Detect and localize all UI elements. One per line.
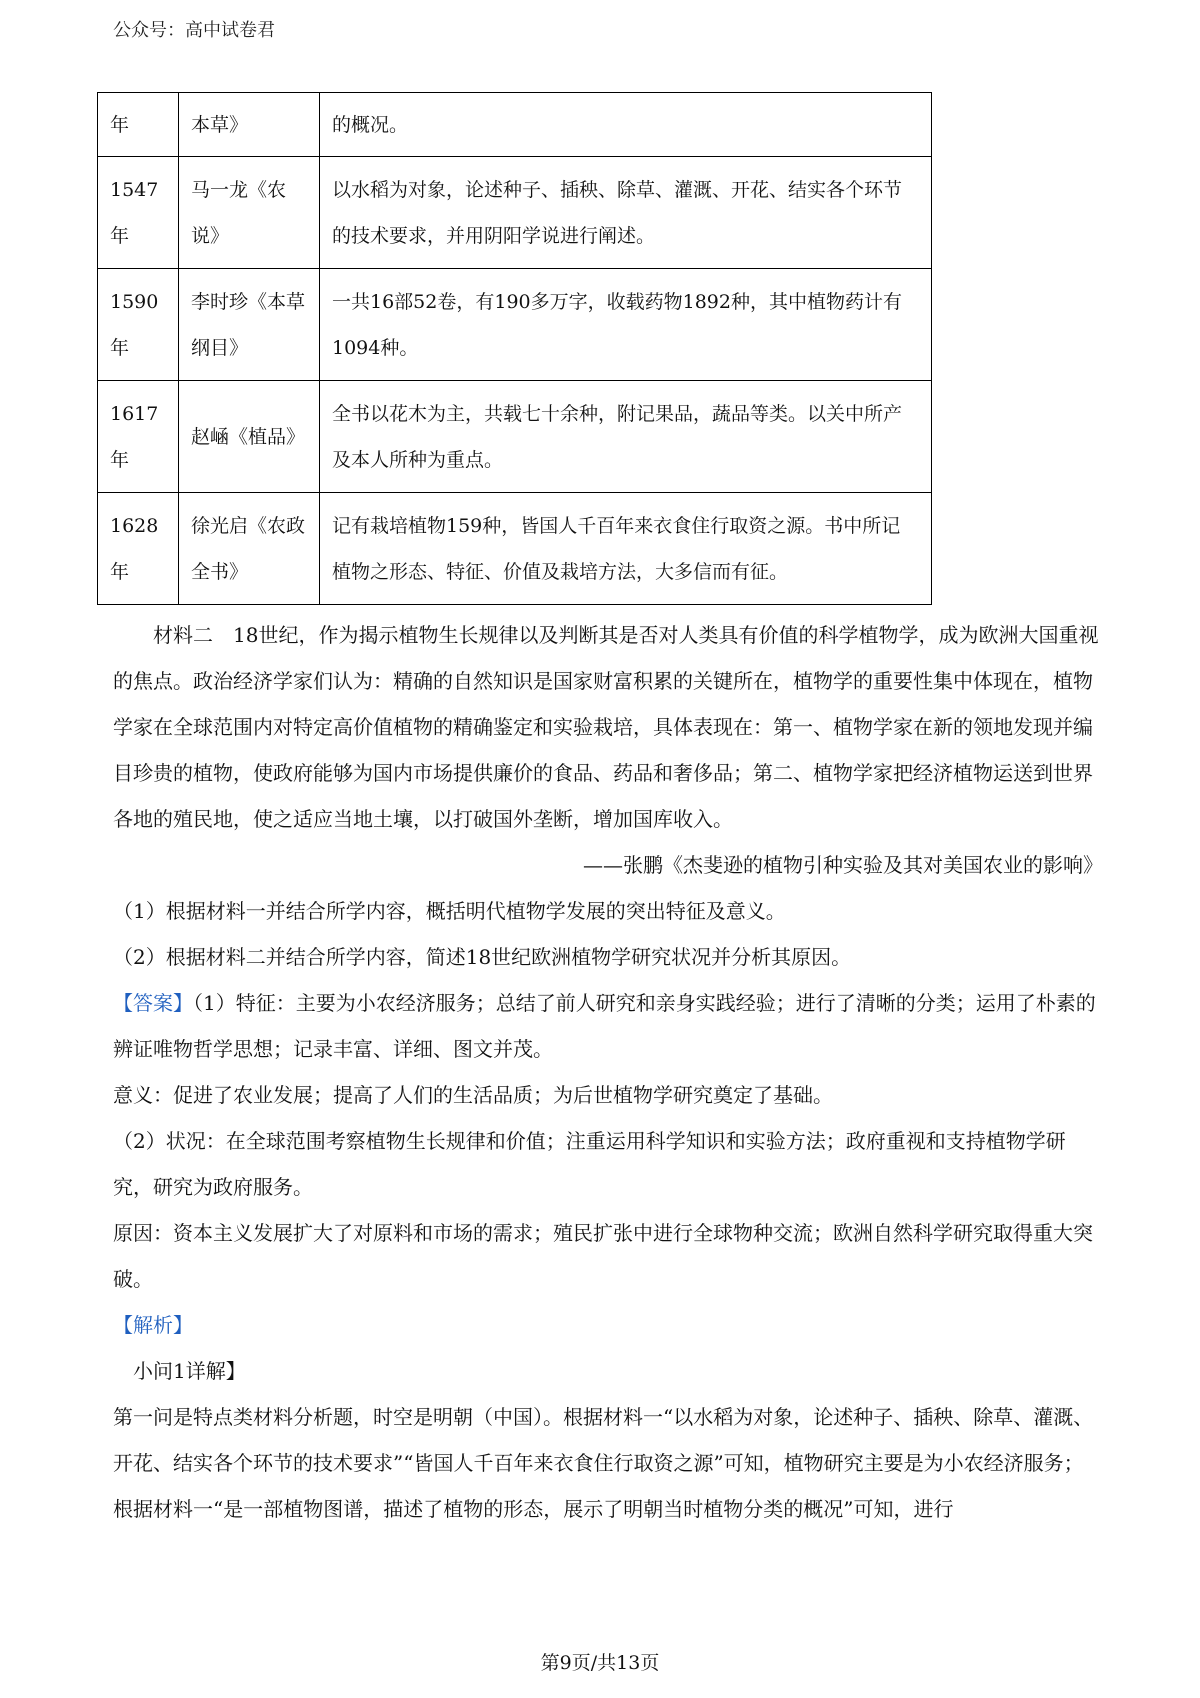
book-cell: 徐光启《农政全书》 bbox=[179, 493, 320, 605]
book-cell: 本草》 bbox=[179, 93, 320, 157]
desc-cell: 全书以花木为主，共载七十余种，附记果品，蔬品等类。以关中所产及本人所种为重点。 bbox=[320, 381, 932, 493]
analysis-tag: 【解析】 bbox=[113, 1313, 193, 1337]
plants-table bbox=[97, 92, 932, 605]
header-note: 公众号：高中试卷君 bbox=[113, 20, 275, 41]
analysis-text: 第一问是特点类材料分析题，时空是明朝（中国）。根据材料一“以水稻为对象，论述种子、插秧、除草、灌溉、开花、结实各个环节的技术要求”“皆国人千百年来衣食住行取资之源”可知，植物研究主要是为小农经济服务；根据材料一“是一部植物图谱，描述了植物的形态，展示了明朝当时植物分类的概况”可知，进行 bbox=[113, 1405, 1094, 1521]
answer-1-block bbox=[113, 980, 1103, 1072]
desc-cell: 的概况。 bbox=[320, 93, 932, 157]
question-1: （1）根据材料一并结合所学内容，概括明代植物学发展的突出特征及意义。 bbox=[113, 899, 786, 923]
table-row bbox=[98, 381, 932, 493]
table-row bbox=[98, 269, 932, 381]
page-number: 第9页/共13页 bbox=[540, 1652, 660, 1674]
desc-cell: 以水稻为对象，论述种子、插秧、除草、灌溉、开花、结实各个环节的技术要求，并用阴阳学说进行阐述。 bbox=[320, 157, 932, 269]
table-row bbox=[98, 157, 932, 269]
material-2-paragraph: 材料二 18世纪，作为揭示植物生长规律以及判断其是否对人类具有价值的科学植物学，成为欧洲大国重视的焦点。政治经济学家们认为：精确的自然知识是国家财富积累的关键所在，植物学的重要性集中体现在，植物学家在全球范围内对特定高价值植物的精确鉴定和实验栽培，具体表现在：第一、植物学家在新的领地发现并编目珍贵的植物，使政府能够为国内市场提供廉价的食品、药品和奢侈品；第二、植物学家把经济植物运送到世界各地的殖民地，使之适应当地土壤，以打破国外垄断，增加国库收入。 bbox=[113, 623, 1099, 831]
book-cell: 李时珍《本草纲目》 bbox=[179, 269, 320, 381]
answer-2-reason: 原因：资本主义发展扩大了对原料和市场的需求；殖民扩张中进行全球物种交流；欧洲自然科学研究取得重大突破。 bbox=[113, 1221, 1093, 1291]
answer-1-feature: （1）特征：主要为小农经济服务；总结了前人研究和亲身实践经验；进行了清晰的分类；运用了朴素的辨证唯物哲学思想；记录丰富、详细、图文并茂。 bbox=[113, 991, 1096, 1061]
table-row bbox=[98, 93, 932, 157]
desc-cell: 记有栽培植物159种，皆国人千百年来衣食住行取资之源。书中所记植物之形态、特征、价值及栽培方法，大多信而有征。 bbox=[320, 493, 932, 605]
desc-cell: 一共16部52卷，有190多万字，收载药物1892种，其中植物药计有1094种。 bbox=[320, 269, 932, 381]
year-cell: 1547年 bbox=[98, 157, 179, 269]
sub-question-1-title: 小问1详解】 bbox=[133, 1359, 246, 1383]
material-2-source: ——张鹏《杰斐逊的植物引种实验及其对美国农业的影响》 bbox=[583, 853, 1103, 877]
answer-2-status: （2）状况：在全球范围考察植物生长规律和价值；注重运用科学知识和实验方法；政府重视和支持植物学研究，研究为政府服务。 bbox=[113, 1129, 1066, 1199]
book-cell: 马一龙《农说》 bbox=[179, 157, 320, 269]
table-row bbox=[98, 493, 932, 605]
year-cell: 1590年 bbox=[98, 269, 179, 381]
year-cell: 年 bbox=[98, 93, 179, 157]
content bbox=[113, 612, 1103, 1532]
answer-tag: 【答案】 bbox=[113, 991, 193, 1015]
book-cell: 赵崡《植品》 bbox=[179, 381, 320, 493]
year-cell: 1617年 bbox=[98, 381, 179, 493]
year-cell: 1628年 bbox=[98, 493, 179, 605]
answer-1-meaning: 意义：促进了农业发展；提高了人们的生活品质；为后世植物学研究奠定了基础。 bbox=[113, 1083, 833, 1107]
question-2: （2）根据材料二并结合所学内容，简述18世纪欧洲植物学研究状况并分析其原因。 bbox=[113, 945, 852, 969]
